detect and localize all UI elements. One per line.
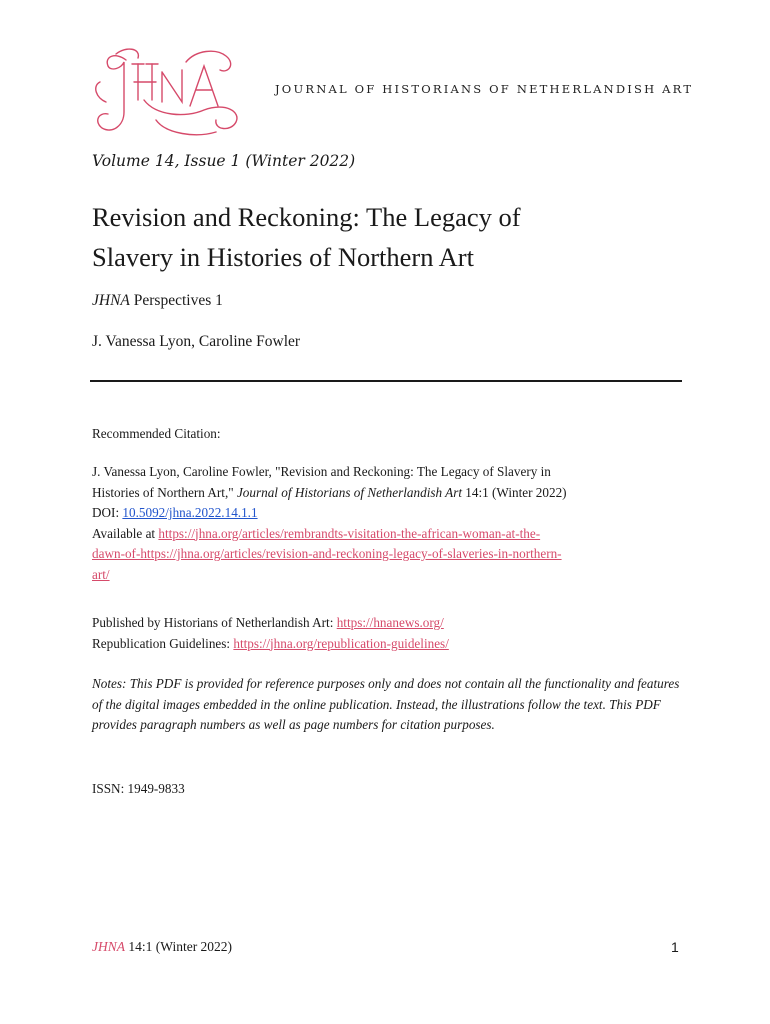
title-line-1: Revision and Reckoning: The Legacy of xyxy=(92,202,521,232)
url-line-2 xyxy=(92,544,687,565)
citation-line-2-text: Histories of Northern Art," xyxy=(92,484,237,500)
footer-citation xyxy=(92,939,232,955)
hnanews-link[interactable]: https://hnanews.org/ xyxy=(336,615,444,630)
page-number: 1 xyxy=(671,939,679,955)
article-url-link-part-2[interactable]: dawn-of-https://jhna.org/articles/revision-and-reckoning-legacy-of-slaveries-in-northern- xyxy=(92,546,562,561)
doi-label: DOI: xyxy=(92,505,123,520)
available-line xyxy=(92,524,687,545)
publication-info xyxy=(92,613,687,654)
published-by-line xyxy=(92,613,687,634)
citation-block xyxy=(92,462,687,585)
url-line-3 xyxy=(92,565,687,586)
divider xyxy=(90,380,682,382)
guidelines-label: Republication Guidelines: xyxy=(92,635,234,651)
notes-paragraph: Notes: This PDF is provided for reference purposes only and does not contain all the functionality and features of the digital images embedded in the online publication. Instead, the illustrations follow the text. This PDF provides paragraph numbers as well as page numbers for citation purposes. xyxy=(92,676,680,732)
issue-label: Volume 14, Issue 1 (Winter 2022) xyxy=(92,152,356,170)
title-line-2: Slavery in Histories of Northern Art xyxy=(92,242,474,272)
jhna-logo xyxy=(86,42,256,142)
article-title xyxy=(92,197,692,277)
issn: ISSN: 1949-9833 xyxy=(92,781,185,796)
citation-line-2-tail: 14:1 (Winter 2022) xyxy=(462,484,567,500)
series-label xyxy=(92,292,223,310)
footer-issue: 14:1 (Winter 2022) xyxy=(125,939,233,954)
authors: J. Vanessa Lyon, Caroline Fowler xyxy=(92,333,301,350)
series-prefix: JHNA xyxy=(92,292,130,309)
doi-line xyxy=(92,503,687,524)
citation-line-2 xyxy=(92,483,687,504)
series-suffix: Perspectives 1 xyxy=(129,292,223,309)
jhna-logo-mark xyxy=(86,42,256,142)
recommended-citation-label: Recommended Citation: xyxy=(92,426,221,441)
published-label: Published by Historians of Netherlandish Art: xyxy=(92,615,337,630)
doi-link[interactable]: 10.5092/jhna.2022.14.1.1 xyxy=(122,505,258,520)
journal-title-italic: Journal of Historians of Netherlandish Art xyxy=(236,484,462,500)
footer-journal-abbr: JHNA xyxy=(92,939,125,954)
journal-name: JOURNAL OF HISTORIANS OF NETHERLANDISH ART xyxy=(275,82,694,96)
article-url-link-part-3[interactable]: art/ xyxy=(92,566,110,582)
republication-line xyxy=(92,634,687,655)
available-label: Available at xyxy=(92,525,159,541)
republication-guidelines-link[interactable]: https://jhna.org/republication-guidelines/ xyxy=(233,635,449,651)
citation-line-1: J. Vanessa Lyon, Caroline Fowler, "Revision and Reckoning: The Legacy of Slavery in xyxy=(92,464,551,479)
article-url-link-part-1[interactable]: https://jhna.org/articles/rembrandts-visitation-the-african-woman-at-the- xyxy=(158,525,541,541)
